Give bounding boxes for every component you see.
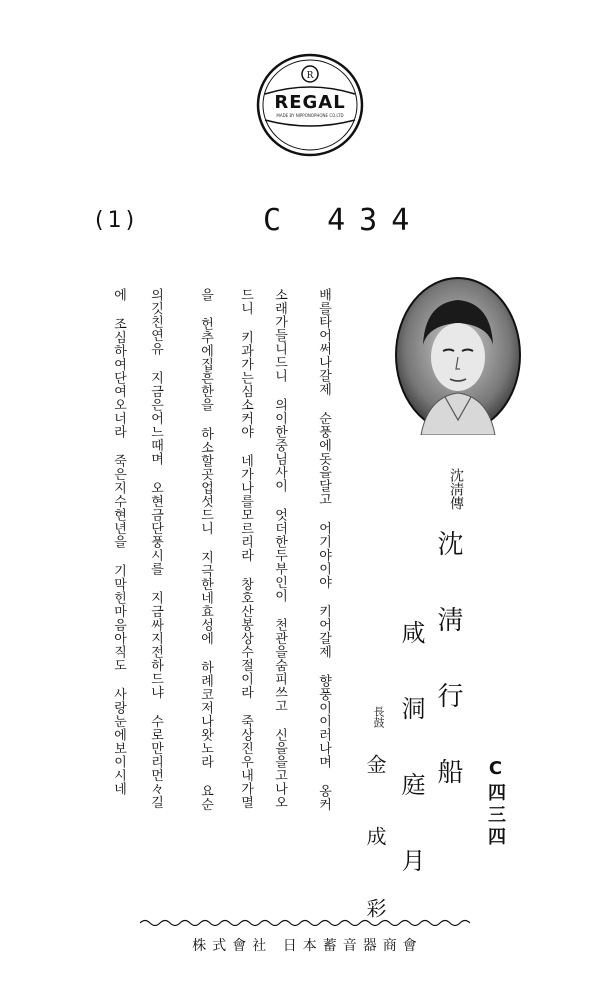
regal-logo (255, 52, 365, 158)
lyric-line: 드니 키과가는심소커야 네가나를모르리라 창호산봉상수절이라 죽상진우내가멸 (238, 288, 253, 809)
performer-name: 金 成 彩 (363, 754, 387, 932)
publisher-footer: 株式會社 日本蓄音器商會 (192, 938, 423, 954)
lyric-line: 에 조심하여단여오너라 죽은지수현년을 기막힌마음아직도 사랑눈에보이시네 (111, 288, 126, 796)
lyric-line: 소래가들니드니 의이한중님사이 엇더한두부인이 천관을숨피쓰고 신을을고나오 (272, 288, 287, 809)
svg-text:R: R (306, 71, 314, 81)
lyric-line: 배를타어써나갈제 순풍에돗을달고 어기야이야 키어갈제 향풍이이러나며 옹커 (316, 288, 331, 811)
performer-role: 長鼓 (372, 706, 385, 728)
performer-portrait (393, 275, 523, 435)
side-number: (1) (95, 208, 139, 233)
footer-wavy-divider (140, 918, 470, 928)
title-small: 沈淸傳 (448, 468, 464, 510)
title-large: 沈 淸 行 船 (433, 530, 463, 794)
lyric-line: 을 헌추에집흔한을 하소할곳업섯드니 지극한네효성에 하례코저나왓노라 요순 (198, 288, 213, 811)
logo-subtext: MADE BY NIPPONOPHONE CO.LTD (276, 113, 344, 118)
lyric-line: 의깃친연유 지금은어느때며 오현금단풍시를 지금싸지전하드냐 수로만리먼々길 (148, 288, 163, 809)
logo-wordmark: REGAL (274, 92, 346, 113)
catalog-number: C 434 (263, 203, 424, 238)
catalog-number-vertical: C四三四 (485, 758, 506, 849)
song-title: 咸 洞 庭 月 (397, 620, 425, 884)
